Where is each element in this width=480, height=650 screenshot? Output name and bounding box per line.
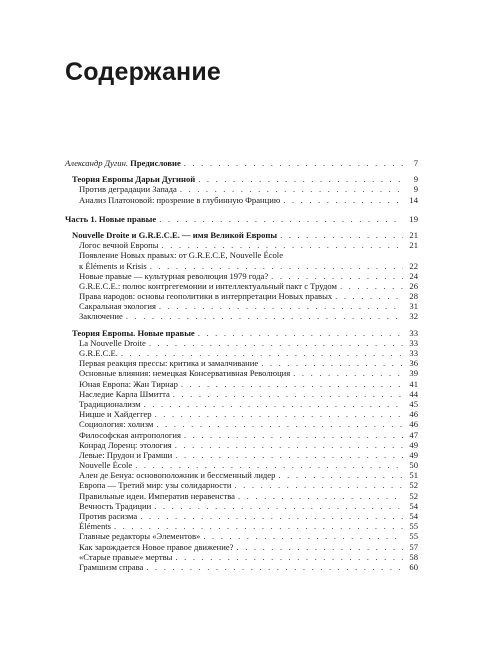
toc-label: Социология: холизм xyxy=(79,419,154,430)
toc-entry[interactable] xyxy=(65,491,418,501)
toc-page-number: 54 xyxy=(409,511,418,521)
toc-entry[interactable] xyxy=(65,184,418,194)
toc-page-number: 52 xyxy=(409,480,418,491)
leader-dots xyxy=(114,521,403,531)
toc-label: Правильные идеи. Императив неравенства xyxy=(79,490,235,501)
toc-page-number: 54 xyxy=(409,500,418,511)
toc-page-number: 52 xyxy=(409,490,418,501)
leader-dots xyxy=(283,195,403,205)
toc-entry[interactable] xyxy=(65,419,418,429)
toc-label: Логос вечной Европы xyxy=(79,240,159,251)
toc-label: Традиционализм xyxy=(79,398,141,409)
leader-dots xyxy=(159,214,403,224)
toc-entry[interactable] xyxy=(65,271,418,281)
toc-entry[interactable] xyxy=(65,450,418,460)
toc-page-number: 39 xyxy=(409,368,418,379)
toc-label: Грамшизм справа xyxy=(79,561,144,572)
toc-page-number: 33 xyxy=(409,348,418,358)
toc-page-number: 28 xyxy=(409,291,418,302)
toc-entry[interactable] xyxy=(65,250,418,260)
toc-entry[interactable] xyxy=(65,409,418,419)
toc-entry[interactable] xyxy=(65,195,418,205)
toc-label: Против расизма xyxy=(79,511,138,521)
leader-dots xyxy=(184,430,403,440)
toc-chapter-heading[interactable] xyxy=(65,328,418,338)
leader-dots xyxy=(198,174,403,184)
toc-page-number: 46 xyxy=(409,409,418,420)
leader-dots xyxy=(203,531,403,541)
toc-page-number: 22 xyxy=(409,260,418,271)
toc-label: Наследие Карла Шмитта xyxy=(79,388,170,399)
toc-label: «Старые правые» мертвы xyxy=(79,551,173,562)
leader-dots xyxy=(126,311,403,321)
toc-entry[interactable] xyxy=(65,562,418,572)
toc-page-number: 36 xyxy=(409,358,418,369)
leader-dots xyxy=(175,450,403,460)
toc-entry[interactable] xyxy=(65,521,418,531)
toc-label: Часть 1. Новые правые xyxy=(65,213,157,224)
leader-dots xyxy=(293,368,403,378)
toc-label: Анализ Платоновой: прозрение в глубинную Францию xyxy=(79,194,281,205)
toc-page-number: 9 xyxy=(413,184,418,195)
toc-label: Первая реакция прессы: критика и замалчивание xyxy=(79,358,259,369)
toc-entry[interactable] xyxy=(65,501,418,511)
toc-page-number: 24 xyxy=(409,270,418,281)
toc-entry[interactable] xyxy=(65,338,418,348)
leader-dots xyxy=(237,542,404,552)
toc-entry[interactable] xyxy=(65,511,418,521)
toc-entry-preface[interactable] xyxy=(65,158,418,168)
leader-dots xyxy=(335,291,403,301)
toc-label: G.R.E.C.E. xyxy=(79,348,118,358)
leader-dots xyxy=(340,281,403,291)
toc-label: Теория Европы. Новые правые xyxy=(72,327,195,338)
leader-dots xyxy=(156,419,403,429)
toc-label: Nouvelle Droite и G.R.E.C.E. — имя Великой Европы xyxy=(72,229,278,240)
toc-label: Конрад Лоренц: этология xyxy=(79,439,172,450)
toc-entry[interactable] xyxy=(65,291,418,301)
toc-label: Как зарождается Новое правое движение? xyxy=(79,541,234,552)
toc-label: Юная Европа: Жан Тирнар xyxy=(79,378,178,389)
toc-page-number: 50 xyxy=(409,460,418,471)
toc-page-number: 32 xyxy=(409,311,418,322)
toc-page-number: 55 xyxy=(409,521,418,532)
toc-page-number: 49 xyxy=(409,449,418,460)
leader-dots xyxy=(278,470,403,480)
toc-entry[interactable] xyxy=(65,460,418,470)
leader-dots xyxy=(175,440,403,450)
toc-page-number: 14 xyxy=(409,194,418,205)
toc-entry[interactable] xyxy=(65,480,418,490)
leader-dots xyxy=(180,184,403,194)
toc-entry[interactable] xyxy=(65,542,418,552)
leader-dots xyxy=(154,501,403,511)
toc-page-number: 7 xyxy=(413,158,418,168)
toc-entry[interactable] xyxy=(65,348,418,358)
toc-label: Теория Европы Дарьи Дугиной xyxy=(72,174,196,185)
toc-label: Основные влияния: немецкая Консервативная Революция xyxy=(79,368,291,379)
toc-label: Вечность Традиции xyxy=(79,500,152,511)
toc-page-number: 46 xyxy=(409,419,418,430)
toc-entry[interactable] xyxy=(65,240,418,250)
toc-entry[interactable] xyxy=(65,440,418,450)
toc-page-number: 45 xyxy=(409,398,418,409)
toc-page-number: 44 xyxy=(409,388,418,399)
toc-label xyxy=(65,158,181,168)
toc-section-heading[interactable] xyxy=(65,174,418,184)
toc-label: Главные редакторы «Элементов» xyxy=(79,531,201,542)
leader-dots xyxy=(261,358,403,368)
toc-page-number: 31 xyxy=(409,301,418,312)
toc-label: Заключение xyxy=(79,311,123,322)
toc-label: Философская антропология xyxy=(79,429,181,440)
leader-dots xyxy=(280,230,403,240)
toc-label: Права народов: основы геополитики в интерпретации Новых правых xyxy=(79,291,333,302)
toc-entry[interactable] xyxy=(65,379,418,389)
toc-page-number: 21 xyxy=(409,229,418,240)
leader-dots xyxy=(121,348,403,358)
toc-label: Европа — Третий мир: узы солидарности xyxy=(79,480,232,491)
toc-page-number: 19 xyxy=(409,213,418,224)
toc-page-number: 33 xyxy=(409,327,418,338)
toc-entry[interactable] xyxy=(65,470,418,480)
toc-page-number: 51 xyxy=(409,470,418,481)
toc-page-number: 58 xyxy=(409,551,418,562)
toc-page-number: 60 xyxy=(409,561,418,572)
toc-label: Левые: Прудон и Грамши xyxy=(79,449,173,460)
leader-dots xyxy=(150,261,403,271)
toc-title: Предисловие xyxy=(130,158,181,168)
toc-entry[interactable] xyxy=(65,531,418,541)
leader-dots xyxy=(159,301,403,311)
toc-entry[interactable] xyxy=(65,430,418,440)
toc-label: Против деградации Запада xyxy=(79,184,177,195)
toc-page-number: 33 xyxy=(409,337,418,348)
toc-entry[interactable] xyxy=(65,311,418,321)
toc-page-number: 49 xyxy=(409,439,418,450)
toc-label: Éléments xyxy=(79,521,111,532)
leader-dots xyxy=(162,240,403,250)
toc-page-number: 26 xyxy=(409,280,418,291)
toc-part-heading[interactable] xyxy=(65,214,418,224)
leader-dots xyxy=(234,480,403,490)
toc-chapter-heading[interactable] xyxy=(65,230,418,240)
table-of-contents xyxy=(65,158,418,572)
leader-dots xyxy=(173,389,403,399)
toc-entry[interactable] xyxy=(65,552,418,562)
leader-dots xyxy=(181,379,403,389)
leader-dots xyxy=(184,158,403,168)
toc-page-number: 21 xyxy=(409,240,418,251)
leader-dots xyxy=(144,399,403,409)
toc-page-number: 47 xyxy=(409,429,418,440)
leader-dots xyxy=(198,328,403,338)
toc-label: Nouvelle École xyxy=(79,460,133,471)
page-title: Содержание xyxy=(65,58,222,86)
toc-entry[interactable] xyxy=(65,281,418,291)
toc-entry[interactable] xyxy=(65,368,418,378)
leader-dots xyxy=(149,338,403,348)
toc-label: Новые правые — культурная революция 1979 года? xyxy=(79,270,269,281)
toc-entry[interactable] xyxy=(65,399,418,409)
leader-dots xyxy=(146,562,403,572)
toc-label: La Nouvelle Droite xyxy=(79,337,146,348)
toc-entry[interactable] xyxy=(65,301,418,311)
toc-page-number: 9 xyxy=(413,174,418,185)
toc-entry[interactable] xyxy=(65,358,418,368)
leader-dots xyxy=(155,409,403,419)
toc-page-number: 57 xyxy=(409,541,418,552)
leader-dots xyxy=(140,511,403,521)
toc-label: к Éléments и Krisis xyxy=(79,260,147,271)
toc-label: Сакральная экология xyxy=(79,301,156,312)
toc-label: Появление Новых правых: от G.R.E.C.E, Nouvelle École xyxy=(79,250,284,261)
toc-label: Ницше и Хайдеггер xyxy=(79,409,152,420)
toc-label: G.R.E.C.E.: полюс контргегемонии и интеллектуальный пакт с Трудом xyxy=(79,280,337,291)
leader-dots xyxy=(175,552,403,562)
toc-label: Ален де Бенуа: основоположник и бессменный лидер xyxy=(79,470,276,481)
toc-page-number: 41 xyxy=(409,378,418,389)
leader-dots xyxy=(135,460,403,470)
toc-page-number: 55 xyxy=(409,531,418,542)
leader-dots xyxy=(238,491,403,501)
leader-dots xyxy=(271,271,403,281)
toc-author: Александр Дугин. xyxy=(65,158,129,168)
toc-entry-continued[interactable] xyxy=(65,261,418,271)
toc-entry[interactable] xyxy=(65,389,418,399)
